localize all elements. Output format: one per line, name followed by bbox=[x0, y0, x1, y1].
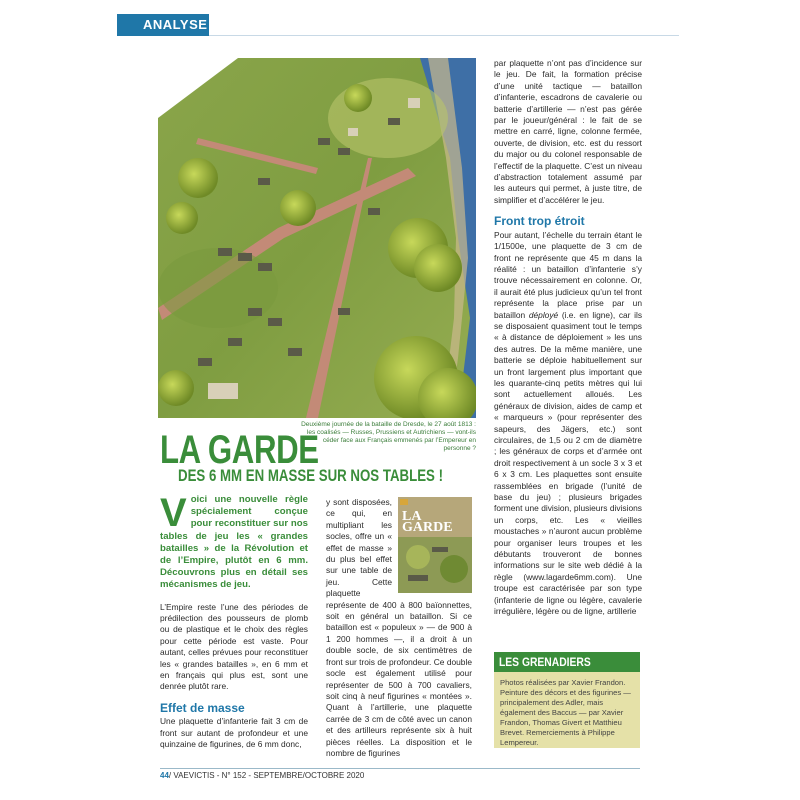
column-2 bbox=[326, 497, 472, 769]
section-heading: Front trop étroit bbox=[494, 214, 585, 229]
text-span: (i.e. en ligne), car ils se disposaient quasiment tout le temps « à distance de déploiement » les uns des autres. De la même manière, une batterie se déploie habituellement sur un front largement plus important que les quarante-cinq petits mètres qui lui sont actuellement alloués. Les généraux de division, aides de camp et « marqueurs » (pour représenter des sapeurs, des Jägers, etc.) sont circulaires, de 1,5 ou 2 cm de diamètre ; les généraux de corps et d’armée ont droit respectivement à un socle 3 x 3 et 6 x 3 cm. Les plaquettes sont ensuite rassemblées en brigade (l’unité de base du jeu) ; plusieurs brigades forment une division, plusieurs divisions un corps, etc. Les « vieilles moustaches » n’auront aucun problème pour organiser leurs troupes et les débutants trouveront de bonnes informations sur le site web dédié à la règle (www.lagarde6mm.com). Une troupe est caractérisée par son type (infanterie de ligne ou légère, cavalerie irrégulière, légère ou de ligne, artillerie bbox=[494, 309, 643, 617]
lead-text: oici une nouvelle règle spécialement conçue pour reconstituer sur nos tables de jeu les « grandes batailles » de la Révolution et de l’Empire, plutôt en 6 mm. Découvrons plus en détail ses mécanismes de jeu. bbox=[160, 494, 308, 591]
paragraph: par plaquette n’ont pas d’incidence sur le jeu. De fait, la formation précise d’une unité tactique — bataillon d’infanterie, escadrons de cavalerie ou batterie d’artillerie — n’est pas gérée par le joueur/général : le fait de se mettre en carré, ligne, colonne fermée, ouverte, de division, etc. est du ressort du major ou du colonel responsable de l’effectif de la plaquette. C’est un niveau d’abstraction totalement assumé par les auteurs qui permet, à juste titre, de simplifier et d’accélérer le jeu. bbox=[494, 58, 642, 205]
article-subtitle: DES 6 MM EN MASSE SUR NOS TABLES ! bbox=[178, 466, 443, 485]
sidebar-title-bar bbox=[494, 652, 640, 672]
credits-text: Photos réalisées par Xavier Frandon. Peinture des décors et des figurines — principalement des Adler, mais également des Baccus — par Xavier Frandon, Thomas Givert et Matthieu Brevet. Remerciements à Philippe Lempereur. bbox=[500, 678, 631, 747]
section-heading: Effet de masse bbox=[160, 700, 245, 715]
paragraph: L’Empire reste l’une des périodes de prédilection des pousseurs de plomb ou de plastique et le choix des règles pour cette période est vaste. Pour autant, celles prévues pour reconstituer les « grandes batailles », en 6 mm et en français qui plus est, sont une denrée plutôt rare. bbox=[160, 601, 308, 692]
emphasis: déployé bbox=[528, 309, 559, 320]
photo-caption: Deuxième journée de la bataille de Dresde, le 27 août 1813 : les coalisés — Russes, Prussiens et Autrichiens — vont-ils céder face aux Français emmenés par l’Empereur en personne ? bbox=[301, 421, 476, 452]
footer-text: / VAEVICTIS - N° 152 - SEPTEMBRE/OCTOBRE 2020 bbox=[168, 771, 365, 780]
section-tab-marker bbox=[117, 14, 139, 36]
rulebook-cover-image bbox=[398, 497, 472, 593]
rulebook-cover-title: LA GARDE bbox=[402, 509, 453, 536]
section-tab bbox=[117, 14, 209, 36]
credits-box bbox=[494, 672, 640, 748]
page-number: 44 bbox=[160, 771, 169, 780]
drop-cap: V bbox=[160, 491, 187, 535]
column-3 bbox=[494, 58, 642, 628]
paragraph: y sont disposées, ce qui, en multipliant les socles, offre un « effet de masse » du plus bel effet sur une table de jeu. Cette plaquette représente de 400 à 800 baïonnettes, soit en général un bataillon. Si ce bataillon est « populeux » — de 900 à 1 200 hommes —, il a droit à un double socle, de six centimètres de front sur trois de profondeur. Ce double socle est également utilisé pour représenter de 500 à 700 cavaliers, soit cinq à neuf figurines « montées ». Quant à l’artillerie, une plaquette carrée de 3 cm de côté avec un canon et des artilleurs représente six à huit pièces réelles. La disposition et le nombre de figurines bbox=[326, 497, 472, 758]
battlefield-photo bbox=[158, 58, 476, 418]
page-footer bbox=[160, 771, 364, 780]
footer-rule bbox=[160, 768, 640, 769]
section-label: ANALYSE bbox=[143, 17, 208, 32]
lead-paragraph bbox=[160, 491, 308, 592]
header-rule bbox=[209, 35, 679, 36]
article-title: LA GARDE bbox=[160, 428, 319, 472]
column-1 bbox=[160, 491, 308, 761]
paragraph: Une plaquette d’infanterie fait 3 cm de front sur autant de profondeur et une quinzaine de figurines, de 6 mm donc, bbox=[160, 716, 308, 750]
sidebar-title: LES GRENADIERS bbox=[499, 655, 591, 669]
text-span: Pour autant, l’échelle du terrain étant le 1/1500e, une plaquette de 3 cm de front ne représente que 45 m dans la réalité : un bataillon d’infanterie s’y trouve nécessairement en colonne. Or, il aurait été plus judicieux qu’un tel front représente la place prise par un bataillon bbox=[494, 229, 642, 320]
paragraph bbox=[494, 230, 642, 618]
